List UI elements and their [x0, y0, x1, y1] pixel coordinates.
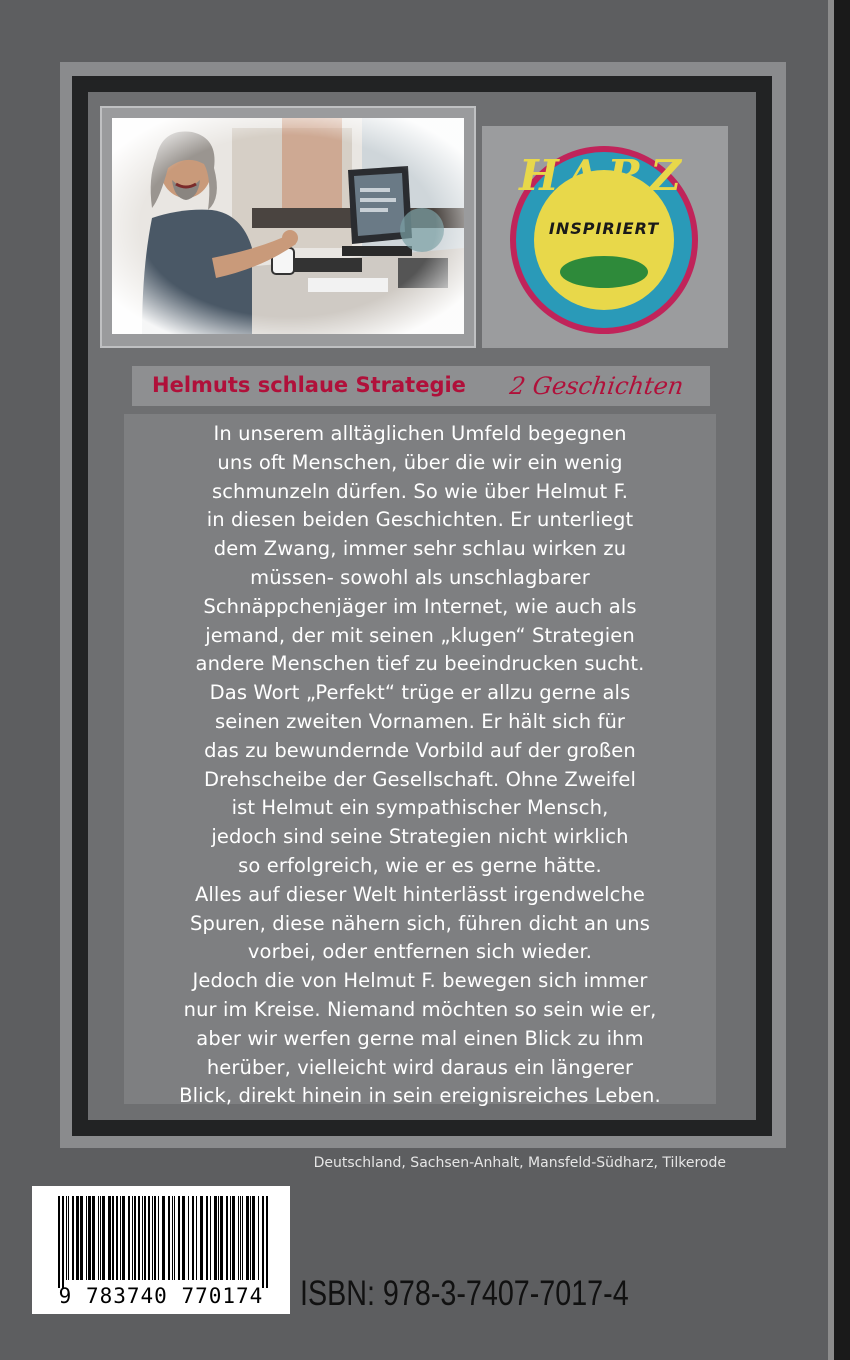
blurb-line: jedoch sind seine Strategien nicht wirklich: [211, 825, 629, 849]
barcode-bar: [152, 1196, 153, 1280]
barcode-bar: [266, 1196, 268, 1288]
blurb-line: jemand, der mit seinen „klugen“ Strategien: [205, 623, 635, 647]
barcode-bar: [76, 1196, 79, 1280]
barcode-bar: [98, 1196, 99, 1280]
barcode-bar: [88, 1196, 91, 1280]
blurb-line: Jedoch die von Helmut F. bewegen sich immer: [192, 969, 648, 993]
barcode-bar: [172, 1196, 173, 1280]
barcode-bar: [58, 1196, 60, 1288]
barcode-bar: [174, 1196, 175, 1280]
barcode-bar: [242, 1196, 243, 1280]
barcode-bar: [226, 1196, 228, 1280]
barcode-bar: [246, 1196, 249, 1280]
barcode-bar: [132, 1196, 133, 1280]
barcode-bar: [102, 1196, 105, 1280]
blurb-line: dem Zwang, immer sehr schlau wirken zu: [213, 537, 627, 561]
logo-word-harz: HARZ: [519, 151, 689, 200]
barcode-bar: [92, 1196, 95, 1280]
barcode-bar: [206, 1196, 208, 1280]
barcode-bar: [72, 1196, 74, 1280]
barcode-bar: [232, 1196, 235, 1280]
spine-edge: [834, 0, 850, 1360]
logo-sub-inspiriert: INSPIRIERT: [548, 219, 660, 238]
barcode-bar: [144, 1196, 146, 1280]
barcode-bar: [196, 1196, 197, 1280]
barcode-bar: [112, 1196, 114, 1280]
barcode-bar: [138, 1196, 140, 1280]
barcode-bar: [158, 1196, 159, 1280]
blurb-line: seinen zweiten Vornamen. Er hält sich für: [214, 709, 626, 733]
location-line: Deutschland, Sachsen-Anhalt, Mansfeld-Südharz, Tilkerode: [313, 1155, 726, 1171]
blurb-line: müssen- sowohl als unschlagbarer: [250, 565, 590, 589]
author-at-desk-illustration: [112, 118, 464, 334]
barcode-number: 9 783740 770174: [58, 1284, 264, 1308]
barcode-bar: [250, 1196, 251, 1280]
blurb-line: uns oft Menschen, über die wir ein wenig: [217, 450, 623, 474]
barcode-bar: [154, 1196, 156, 1280]
blurb-line: Spuren, diese nähern sich, führen dicht an uns: [190, 911, 650, 935]
blurb-line: Schnäppchenjäger im Internet, wie auch als: [203, 594, 637, 618]
author-photo: [112, 118, 464, 334]
barcode-bar: [120, 1196, 121, 1280]
barcode-bar: [214, 1196, 217, 1280]
barcode-bar: [210, 1196, 211, 1280]
blurb-line: herüber, vielleicht wird daraus ein längerer: [206, 1055, 634, 1079]
blurb-line: Alles auf dieser Welt hinterlässt irgendwelche: [194, 882, 646, 906]
blurb-line: ist Helmut ein sympathischer Mensch,: [231, 796, 609, 820]
barcode: [32, 1186, 290, 1314]
barcode-bar: [262, 1196, 264, 1288]
barcode-bar: [148, 1196, 150, 1280]
barcode-bar: [182, 1196, 185, 1280]
harz-inspiriert-logo: [482, 126, 728, 348]
isbn-label: ISBN: 978-3-7407-7017-4: [300, 1274, 629, 1313]
barcode-bar: [116, 1196, 118, 1280]
blurb-line: aber wir werfen gerne mal einen Blick zu ihm: [196, 1026, 644, 1050]
blurb-text: [124, 420, 716, 1111]
barcode-bar: [142, 1196, 143, 1280]
barcode-bar: [162, 1196, 165, 1280]
harz-logo-panel: [482, 126, 728, 348]
barcode-bar: [168, 1196, 170, 1280]
barcode-bar: [86, 1196, 87, 1280]
blurb-line: vorbei, oder entfernen sich wieder.: [247, 940, 593, 964]
blurb-line: schmunzeln dürfen. So wie über Helmut F.: [211, 479, 629, 503]
blurb-line: Blick, direkt hinein in sein ereignisreiches Leben.: [179, 1084, 661, 1108]
barcode-bar: [252, 1196, 255, 1280]
barcode-bar: [108, 1196, 111, 1280]
barcode-bar: [230, 1196, 231, 1280]
barcode-bar: [258, 1196, 259, 1280]
blurb-line: andere Menschen tief zu beeindrucken sucht.: [195, 652, 645, 676]
barcode-bar: [66, 1196, 67, 1280]
barcode-bar: [218, 1196, 219, 1280]
barcode-bar: [80, 1196, 83, 1280]
book-title: Helmuts schlaue Strategie: [152, 373, 466, 397]
barcode-bar: [188, 1196, 189, 1280]
blurb-line: Drehscheibe der Gesellschaft. Ohne Zweifel: [203, 767, 637, 791]
barcode-bar: [100, 1196, 101, 1280]
barcode-bar: [238, 1196, 239, 1280]
barcode-bar: [68, 1196, 69, 1280]
barcode-bar: [62, 1196, 64, 1288]
barcode-bar: [200, 1196, 203, 1280]
barcode-bar: [192, 1196, 194, 1280]
barcode-bar: [134, 1196, 136, 1280]
blurb-line: nur im Kreise. Niemand möchten so sein wie er,: [183, 997, 657, 1021]
blurb-line: so erfolgreich, wie er es gerne hätte.: [238, 853, 602, 877]
book-subtitle: 2 Geschichten: [508, 372, 686, 400]
barcode-bar: [128, 1196, 130, 1280]
barcode-bar: [220, 1196, 223, 1280]
barcode-bar: [122, 1196, 125, 1280]
blurb-line: In unserem alltäglichen Umfeld begegnen: [213, 422, 627, 445]
barcode-bar: [178, 1196, 180, 1280]
barcode-bar: [240, 1196, 241, 1280]
blurb-line: in diesen beiden Geschichten. Er unterliegt: [206, 508, 634, 532]
blurb-line: das zu bewundernde Vorbild auf der großen: [204, 738, 636, 762]
blurb-line: Das Wort „Perfekt“ trüge er allzu gerne als: [209, 681, 631, 705]
